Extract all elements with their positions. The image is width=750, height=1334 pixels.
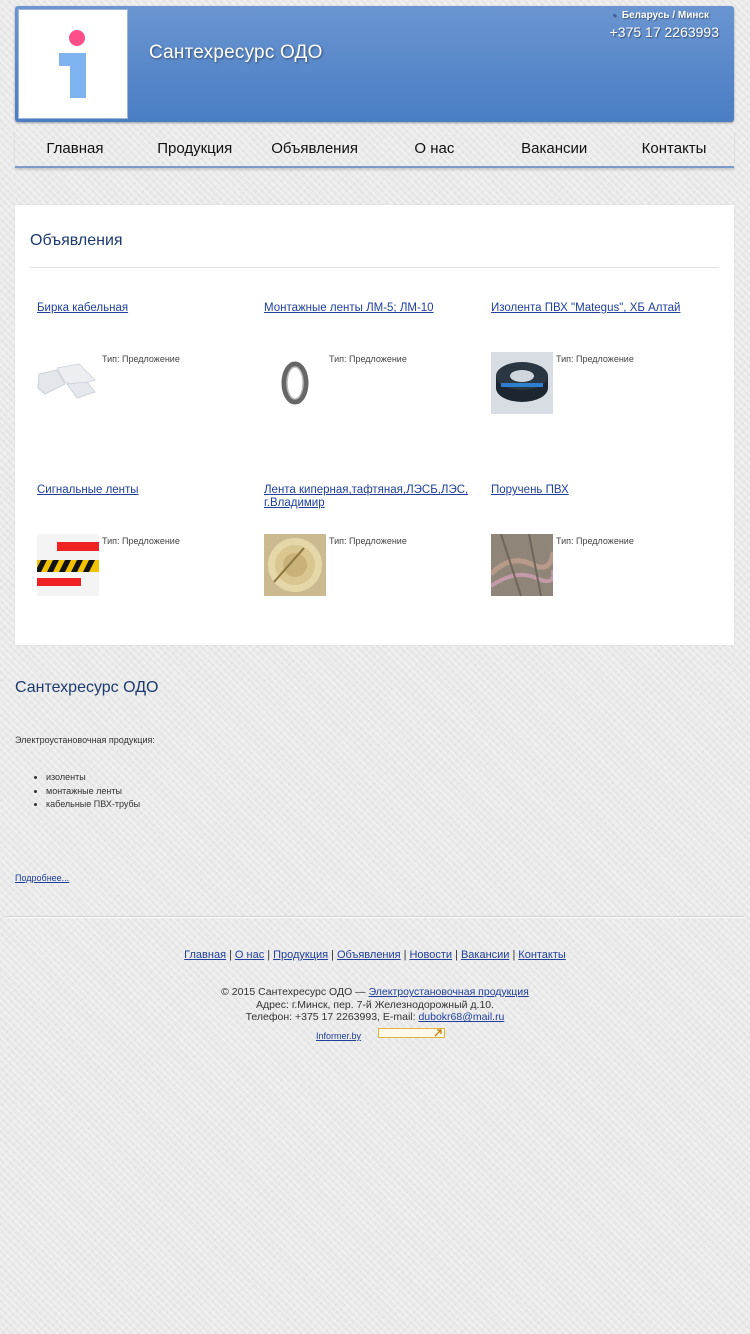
site-logo[interactable] bbox=[18, 9, 128, 119]
ad-title-link[interactable]: Поручень ПВХ bbox=[491, 484, 569, 496]
ad-type: Тип: Предложение bbox=[329, 536, 407, 546]
kiper-tape-icon[interactable] bbox=[264, 534, 326, 596]
footer-contact: Телефон: +375 17 2263993, E-mail: dubokr68@mail.ru bbox=[245, 1011, 505, 1023]
info-i-logo-icon bbox=[19, 10, 127, 118]
bullet-icon: • bbox=[612, 10, 616, 20]
footer-link-home[interactable]: Главная bbox=[184, 949, 227, 961]
email-link[interactable]: dubokr68@mail.ru bbox=[418, 1011, 505, 1023]
region-label[interactable]: Беларусь / Минск bbox=[621, 10, 709, 21]
ad-type: Тип: Предложение bbox=[556, 536, 634, 546]
footer-info bbox=[0, 986, 750, 1024]
header-phone: +375 17 2263993 bbox=[609, 24, 719, 40]
ad-card bbox=[37, 484, 247, 546]
ad-title-link[interactable]: Монтажные ленты ЛМ-5; ЛМ-10 bbox=[264, 302, 434, 314]
signal-tape-icon[interactable] bbox=[37, 534, 99, 596]
ad-type: Тип: Предложение bbox=[102, 354, 180, 364]
mounting-tape-icon[interactable] bbox=[264, 352, 326, 414]
copyright: © 2015 Сантехресурс ОДО — Электроустановочная продукция bbox=[221, 986, 529, 998]
nav-item-contacts[interactable]: Контакты bbox=[641, 140, 707, 157]
company-description: Электроустановочная продукция: bbox=[15, 735, 155, 745]
nav-item-about[interactable]: О нас bbox=[414, 140, 455, 157]
footer-nav: Главная | О нас | Продукция | Объявления | Новости | Вакансии | Контакты bbox=[184, 949, 566, 961]
footer-link-ads[interactable]: Объявления bbox=[336, 949, 401, 961]
insulation-tape-icon[interactable] bbox=[491, 352, 553, 414]
region-selector[interactable] bbox=[613, 10, 709, 21]
product-list bbox=[15, 771, 140, 812]
ad-card bbox=[37, 302, 247, 364]
informer-widget[interactable] bbox=[378, 1028, 445, 1038]
ad-card bbox=[264, 302, 474, 364]
footer-link-news[interactable]: Новости bbox=[409, 949, 453, 961]
read-more-link[interactable]: Подробнее... bbox=[15, 873, 70, 883]
ad-card bbox=[264, 484, 474, 546]
ad-type: Тип: Предложение bbox=[556, 354, 634, 364]
nav-item-vacancies[interactable]: Вакансии bbox=[521, 140, 588, 157]
divider bbox=[6, 916, 744, 917]
cable-tag-icon[interactable] bbox=[37, 352, 99, 414]
footer-link-contacts[interactable]: Контакты bbox=[518, 949, 566, 961]
ad-type: Тип: Предложение bbox=[329, 354, 407, 364]
main-nav bbox=[15, 130, 734, 168]
informer-link[interactable]: Informer.by bbox=[316, 1031, 362, 1041]
footer-link-about[interactable]: О нас bbox=[234, 949, 265, 961]
ad-title-link[interactable]: Изолента ПВХ "Mategus", ХБ Алтай bbox=[491, 302, 681, 314]
ad-card bbox=[491, 302, 701, 364]
ads-panel bbox=[15, 205, 734, 645]
arrow-icon bbox=[433, 1029, 443, 1037]
footer-link-vacancies[interactable]: Вакансии bbox=[460, 949, 510, 961]
ad-type: Тип: Предложение bbox=[102, 536, 180, 546]
divider bbox=[30, 267, 719, 268]
nav-item-home[interactable]: Главная bbox=[46, 140, 104, 157]
site-header bbox=[15, 6, 734, 122]
pvc-handrail-icon[interactable] bbox=[491, 534, 553, 596]
site-title[interactable]: Сантехресурс ОДО bbox=[149, 42, 323, 63]
ad-card bbox=[491, 484, 701, 546]
ad-title-link[interactable]: Бирка кабельная bbox=[37, 302, 129, 314]
company-title: Сантехресурс ОДО bbox=[15, 679, 159, 696]
ad-title-link[interactable]: Лента киперная,тафтяная,ЛЭСБ,ЛЭС, г.Владимир bbox=[264, 484, 469, 509]
footer-link-products[interactable]: Продукция bbox=[273, 949, 329, 961]
nav-item-ads[interactable]: Объявления bbox=[271, 140, 358, 157]
footer-products-link[interactable]: Электроустановочная продукция bbox=[368, 986, 529, 998]
list-item: • кабельные ПВХ-трубы bbox=[46, 798, 140, 812]
nav-item-products[interactable]: Продукция bbox=[157, 140, 233, 157]
list-item: • монтажные ленты bbox=[46, 785, 140, 799]
ad-title-link[interactable]: Сигнальные ленты bbox=[37, 484, 139, 496]
page-title: Объявления bbox=[30, 232, 123, 249]
footer-address: Адрес: г.Минск, пер. 7-й Железнодорожный д.10. bbox=[255, 998, 495, 1011]
list-item: • изоленты bbox=[46, 771, 140, 785]
